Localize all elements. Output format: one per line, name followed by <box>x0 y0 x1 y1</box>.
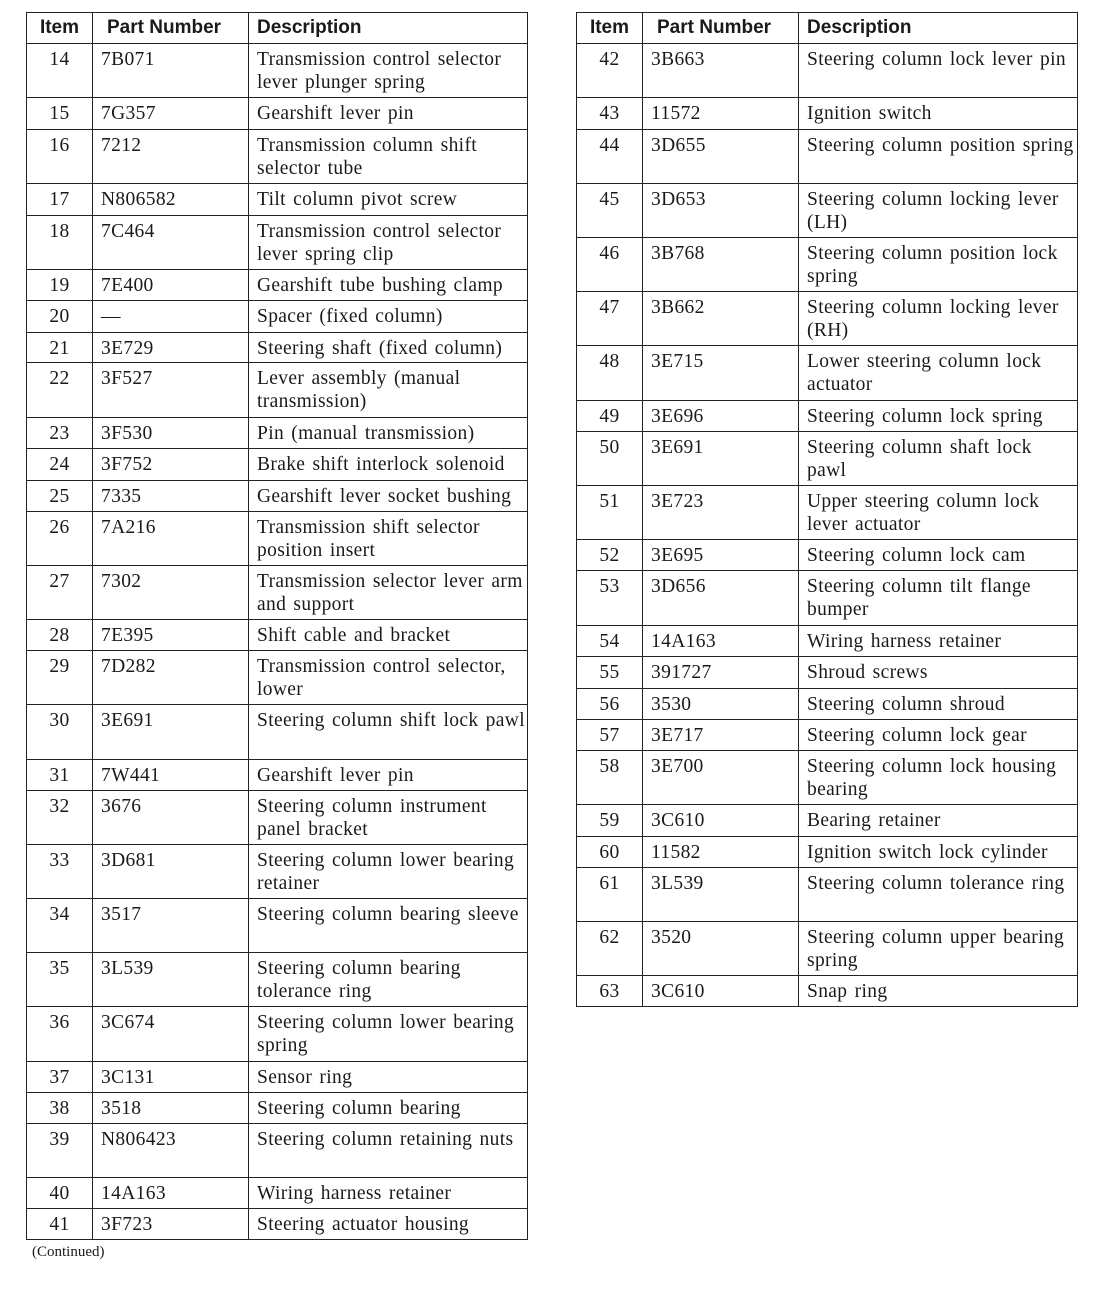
table-row <box>577 626 1078 657</box>
item-cell: 55 <box>577 657 643 689</box>
description-cell: Steering column bearing <box>249 1093 528 1124</box>
table-row <box>577 805 1078 837</box>
table-row <box>577 292 1078 346</box>
part-number-cell: 3520 <box>643 922 799 976</box>
part-number-cell: 3518 <box>93 1093 249 1124</box>
description-cell: Steering column bearing sleeve <box>249 899 528 953</box>
table-row <box>27 1209 528 1240</box>
item-cell: 62 <box>577 922 643 976</box>
description-cell: Steering column tolerance ring <box>799 868 1078 922</box>
table-row <box>577 238 1078 292</box>
part-number-cell: N806423 <box>93 1124 249 1178</box>
item-cell: 33 <box>27 845 93 899</box>
table-row <box>27 418 528 449</box>
table-row <box>577 432 1078 486</box>
table-row <box>577 401 1078 432</box>
table-row <box>27 953 528 1007</box>
table-row <box>27 270 528 301</box>
part-number-cell: 3E715 <box>643 346 799 401</box>
description-cell: Steering column bearing tolerance ring <box>249 953 528 1007</box>
table-row <box>27 363 528 418</box>
part-number-cell: 3E691 <box>643 432 799 486</box>
item-cell: 22 <box>27 363 93 418</box>
table-row <box>577 130 1078 184</box>
table-row <box>577 571 1078 626</box>
table-row <box>27 845 528 899</box>
description-cell: Wiring harness retainer <box>249 1178 528 1209</box>
table-row <box>577 98 1078 130</box>
item-cell: 30 <box>27 705 93 760</box>
description-cell: Steering actuator housing <box>249 1209 528 1240</box>
item-cell: 26 <box>27 512 93 566</box>
table-row <box>577 720 1078 751</box>
table-row <box>27 899 528 953</box>
table-row <box>577 486 1078 540</box>
item-cell: 51 <box>577 486 643 540</box>
part-number-cell: 3E723 <box>643 486 799 540</box>
description-cell: Transmission control selector lever plunger spring <box>249 44 528 98</box>
table-row <box>27 98 528 130</box>
description-cell: Steering column locking lever (RH) <box>799 292 1078 346</box>
description-cell: Gearshift lever pin <box>249 98 528 130</box>
item-cell: 39 <box>27 1124 93 1178</box>
item-cell: 28 <box>27 620 93 651</box>
part-number-cell: 7212 <box>93 130 249 184</box>
item-cell: 46 <box>577 238 643 292</box>
item-cell: 24 <box>27 449 93 481</box>
header-part-number: Part Number <box>93 13 249 44</box>
item-cell: 32 <box>27 791 93 845</box>
description-cell: Shift cable and bracket <box>249 620 528 651</box>
item-cell: 18 <box>27 216 93 270</box>
item-cell: 34 <box>27 899 93 953</box>
item-cell: 61 <box>577 868 643 922</box>
table-row <box>27 216 528 270</box>
part-number-cell: 7A216 <box>93 512 249 566</box>
item-cell: 29 <box>27 651 93 705</box>
part-number-cell: 3C610 <box>643 805 799 837</box>
part-number-cell: 7E400 <box>93 270 249 301</box>
description-cell: Steering column lower bearing spring <box>249 1007 528 1062</box>
description-cell: Steering column tilt flange bumper <box>799 571 1078 626</box>
item-cell: 42 <box>577 44 643 98</box>
part-number-cell: 3E717 <box>643 720 799 751</box>
item-cell: 48 <box>577 346 643 401</box>
part-number-cell: 7C464 <box>93 216 249 270</box>
part-number-cell: 7335 <box>93 481 249 512</box>
part-number-cell: 3517 <box>93 899 249 953</box>
item-cell: 53 <box>577 571 643 626</box>
part-number-cell: 7302 <box>93 566 249 620</box>
item-cell: 58 <box>577 751 643 805</box>
part-number-cell: 3B768 <box>643 238 799 292</box>
description-cell: Transmission shift selector position insert <box>249 512 528 566</box>
table-row <box>27 481 528 512</box>
description-cell: Steering column retaining nuts <box>249 1124 528 1178</box>
header-item: Item <box>577 13 643 44</box>
part-number-cell: 3F530 <box>93 418 249 449</box>
header-item: Item <box>27 13 93 44</box>
table-row <box>27 651 528 705</box>
part-number-cell: 3C674 <box>93 1007 249 1062</box>
part-number-cell: 3676 <box>93 791 249 845</box>
table-row <box>27 760 528 791</box>
table-row <box>27 620 528 651</box>
description-cell: Gearshift lever pin <box>249 760 528 791</box>
description-cell: Snap ring <box>799 976 1078 1007</box>
description-cell: Transmission control selector, lower <box>249 651 528 705</box>
table-row <box>577 184 1078 238</box>
item-cell: 60 <box>577 837 643 868</box>
description-cell: Steering column position spring <box>799 130 1078 184</box>
description-cell: Gearshift tube bushing clamp <box>249 270 528 301</box>
table-row <box>27 1093 528 1124</box>
description-cell: Sensor ring <box>249 1062 528 1093</box>
item-cell: 63 <box>577 976 643 1007</box>
description-cell: Lower steering column lock actuator <box>799 346 1078 401</box>
part-number-cell: 3E691 <box>93 705 249 760</box>
item-cell: 35 <box>27 953 93 1007</box>
part-number-cell: 11582 <box>643 837 799 868</box>
table-row <box>27 184 528 216</box>
table-row <box>27 512 528 566</box>
part-number-cell: 14A163 <box>93 1178 249 1209</box>
header-description: Description <box>799 13 1078 44</box>
part-number-cell: 14A163 <box>643 626 799 657</box>
part-number-cell: 3530 <box>643 689 799 720</box>
description-cell: Steering column upper bearing spring <box>799 922 1078 976</box>
table-row <box>27 44 528 98</box>
description-cell: Steering column position lock spring <box>799 238 1078 292</box>
parts-table-right <box>576 12 1078 1007</box>
table-row <box>27 566 528 620</box>
item-cell: 57 <box>577 720 643 751</box>
table-row <box>27 791 528 845</box>
part-number-cell: 7B071 <box>93 44 249 98</box>
item-cell: 17 <box>27 184 93 216</box>
item-cell: 40 <box>27 1178 93 1209</box>
item-cell: 16 <box>27 130 93 184</box>
table-row <box>577 346 1078 401</box>
item-cell: 36 <box>27 1007 93 1062</box>
part-number-cell: 3L539 <box>643 868 799 922</box>
part-number-cell: 7D282 <box>93 651 249 705</box>
table-row <box>27 449 528 481</box>
table-body-left <box>27 44 528 1240</box>
description-cell: Steering column lock gear <box>799 720 1078 751</box>
parts-table-left <box>26 12 528 1240</box>
part-number-cell: 3C610 <box>643 976 799 1007</box>
table-row <box>577 689 1078 720</box>
description-cell: Transmission selector lever arm and support <box>249 566 528 620</box>
table-row <box>27 301 528 333</box>
table-row <box>577 751 1078 805</box>
part-number-cell: 3E696 <box>643 401 799 432</box>
item-cell: 43 <box>577 98 643 130</box>
item-cell: 50 <box>577 432 643 486</box>
description-cell: Steering column lock cam <box>799 540 1078 571</box>
item-cell: 23 <box>27 418 93 449</box>
table-row <box>27 1007 528 1062</box>
item-cell: 20 <box>27 301 93 333</box>
description-cell: Bearing retainer <box>799 805 1078 837</box>
item-cell: 27 <box>27 566 93 620</box>
description-cell: Steering column lower bearing retainer <box>249 845 528 899</box>
part-number-cell: 3F752 <box>93 449 249 481</box>
table-row <box>577 922 1078 976</box>
table-header-row <box>27 13 528 44</box>
item-cell: 59 <box>577 805 643 837</box>
description-cell: Steering column lock spring <box>799 401 1078 432</box>
part-number-cell: N806582 <box>93 184 249 216</box>
description-cell: Steering column shaft lock pawl <box>799 432 1078 486</box>
part-number-cell: 7G357 <box>93 98 249 130</box>
table-row <box>27 130 528 184</box>
description-cell: Tilt column pivot screw <box>249 184 528 216</box>
part-number-cell: — <box>93 301 249 333</box>
description-cell: Transmission control selector lever spring clip <box>249 216 528 270</box>
item-cell: 14 <box>27 44 93 98</box>
description-cell: Steering column instrument panel bracket <box>249 791 528 845</box>
table-row <box>577 540 1078 571</box>
table-row <box>577 976 1078 1007</box>
description-cell: Spacer (fixed column) <box>249 301 528 333</box>
description-cell: Brake shift interlock solenoid <box>249 449 528 481</box>
item-cell: 45 <box>577 184 643 238</box>
description-cell: Shroud screws <box>799 657 1078 689</box>
item-cell: 15 <box>27 98 93 130</box>
description-cell: Steering column lock housing bearing <box>799 751 1078 805</box>
table-row <box>27 1124 528 1178</box>
item-cell: 19 <box>27 270 93 301</box>
item-cell: 47 <box>577 292 643 346</box>
part-number-cell: 3L539 <box>93 953 249 1007</box>
item-cell: 25 <box>27 481 93 512</box>
part-number-cell: 3F723 <box>93 1209 249 1240</box>
part-number-cell: 7E395 <box>93 620 249 651</box>
table-body-right <box>577 44 1078 1007</box>
item-cell: 44 <box>577 130 643 184</box>
description-cell: Upper steering column lock lever actuator <box>799 486 1078 540</box>
item-cell: 56 <box>577 689 643 720</box>
description-cell: Ignition switch <box>799 98 1078 130</box>
item-cell: 37 <box>27 1062 93 1093</box>
table-row <box>27 1062 528 1093</box>
description-cell: Transmission column shift selector tube <box>249 130 528 184</box>
part-number-cell: 3E729 <box>93 333 249 363</box>
table-header-row <box>577 13 1078 44</box>
part-number-cell: 7W441 <box>93 760 249 791</box>
part-number-cell: 3D653 <box>643 184 799 238</box>
header-part-number: Part Number <box>643 13 799 44</box>
description-cell: Lever assembly (manual transmission) <box>249 363 528 418</box>
table-row <box>577 868 1078 922</box>
table-row <box>27 333 528 363</box>
item-cell: 49 <box>577 401 643 432</box>
part-number-cell: 3E700 <box>643 751 799 805</box>
part-number-cell: 3C131 <box>93 1062 249 1093</box>
part-number-cell: 3B663 <box>643 44 799 98</box>
part-number-cell: 3D656 <box>643 571 799 626</box>
item-cell: 31 <box>27 760 93 791</box>
description-cell: Steering column shroud <box>799 689 1078 720</box>
description-cell: Ignition switch lock cylinder <box>799 837 1078 868</box>
item-cell: 54 <box>577 626 643 657</box>
table-row <box>577 44 1078 98</box>
header-description: Description <box>249 13 528 44</box>
description-cell: Pin (manual transmission) <box>249 418 528 449</box>
table-row <box>577 837 1078 868</box>
description-cell: Gearshift lever socket bushing <box>249 481 528 512</box>
part-number-cell: 3D655 <box>643 130 799 184</box>
description-cell: Steering shaft (fixed column) <box>249 333 528 363</box>
description-cell: Wiring harness retainer <box>799 626 1078 657</box>
item-cell: 52 <box>577 540 643 571</box>
table-row <box>27 1178 528 1209</box>
part-number-cell: 3B662 <box>643 292 799 346</box>
description-cell: Steering column lock lever pin <box>799 44 1078 98</box>
description-cell: Steering column shift lock pawl <box>249 705 528 760</box>
part-number-cell: 391727 <box>643 657 799 689</box>
table-row <box>577 657 1078 689</box>
part-number-cell: 3E695 <box>643 540 799 571</box>
part-number-cell: 3D681 <box>93 845 249 899</box>
item-cell: 41 <box>27 1209 93 1240</box>
continued-note: (Continued) <box>32 1244 105 1260</box>
item-cell: 21 <box>27 333 93 363</box>
table-row <box>27 705 528 760</box>
description-cell: Steering column locking lever (LH) <box>799 184 1078 238</box>
part-number-cell: 11572 <box>643 98 799 130</box>
part-number-cell: 3F527 <box>93 363 249 418</box>
item-cell: 38 <box>27 1093 93 1124</box>
